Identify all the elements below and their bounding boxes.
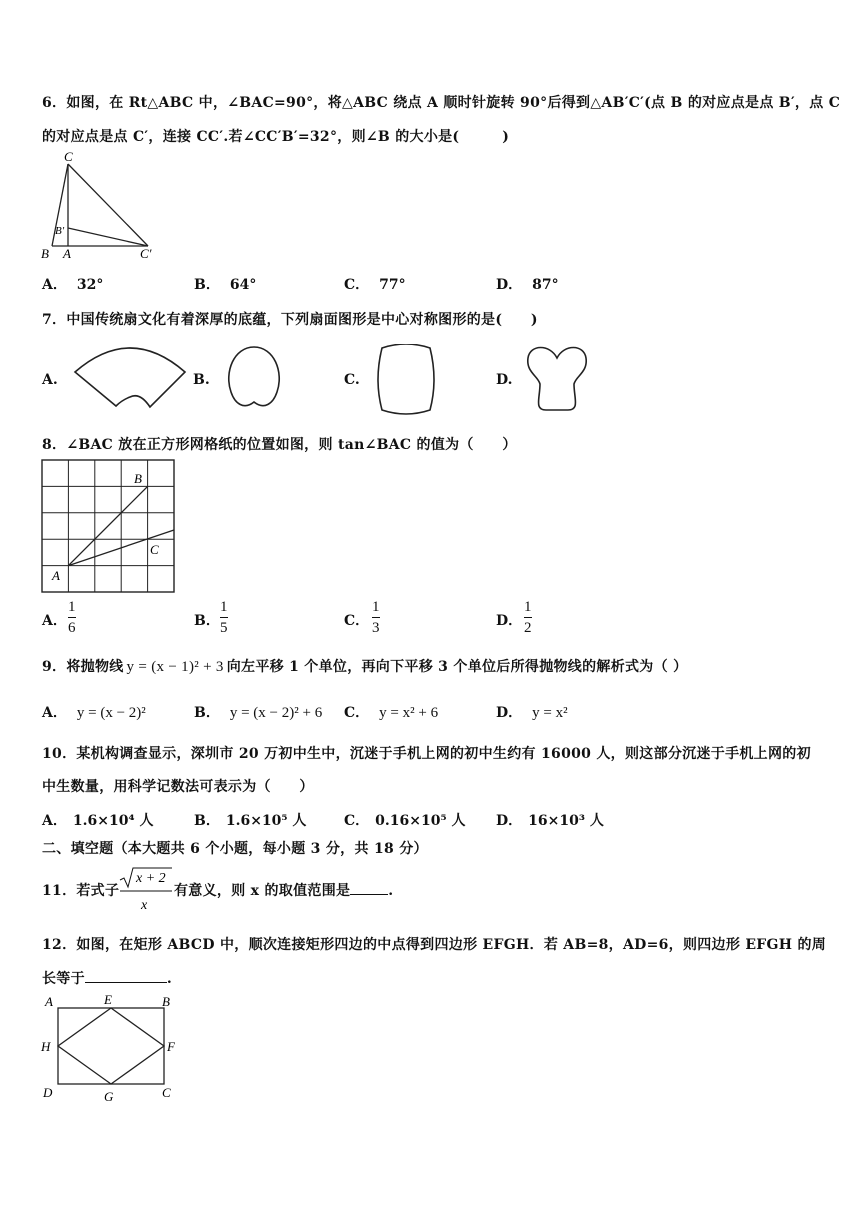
q6-label-b-prime: B′ bbox=[55, 225, 65, 237]
section-2-heading: 二、填空题（本大题共 6 个小题，每小题 3 分，共 18 分） bbox=[42, 841, 428, 857]
q8-option-c[interactable]: C． bbox=[344, 613, 370, 629]
q7-fan-shape-a[interactable] bbox=[70, 342, 190, 414]
q8-grid-figure bbox=[40, 458, 178, 596]
q12-label-g: G bbox=[104, 1089, 114, 1104]
q7-text: 7．中国传统扇文化有着深厚的底蕴，下列扇面图形是中心对称图形的是( ) bbox=[42, 312, 538, 328]
q12-label-c: C bbox=[162, 1085, 171, 1100]
q10-text-line1: 10．某机构调查显示，深圳市 20 万初中生中，沉迷于手机上网的初中生约有 16000 人，则这部分沉迷于手机上网的初 bbox=[42, 746, 811, 762]
q8-option-b[interactable]: B． bbox=[194, 613, 220, 629]
q7-option-b[interactable]: B. bbox=[193, 372, 210, 388]
q6-label-b: B bbox=[41, 246, 49, 261]
q9-option-a[interactable]: A． y = (x − 2)² bbox=[42, 705, 146, 721]
q6-text-line2: 的对应点是点 C′，连接 CC′.若∠CC′B′=32°，则∠B 的大小是( ) bbox=[42, 129, 510, 145]
q12-label-d: D bbox=[43, 1085, 53, 1100]
q6-label-a: A bbox=[63, 246, 71, 261]
q7-option-c[interactable]: C. bbox=[344, 372, 360, 388]
q6-option-a[interactable]: A． 32° bbox=[42, 277, 104, 293]
q9-expression: y = (x − 1)² + 3 bbox=[126, 659, 224, 675]
q8-option-a[interactable]: A． bbox=[42, 613, 67, 629]
q6-option-c[interactable]: C． 77° bbox=[344, 277, 406, 293]
q11-prefix: 11．若式子 bbox=[42, 883, 120, 899]
q12-text-line1: 12．如图，在矩形 ABCD 中，顺次连接矩形四边的中点得到四边形 EFGH．若 AB=8，AD=6，则四边形 EFGH 的周 bbox=[42, 937, 827, 953]
q6-text-line1: 6．如图，在 Rt△ABC 中，∠BAC=90°，将△ABC 绕点 A 顺时针旋转 90°后得到△AB′C′(点 B 的对应点是点 B′，点 C bbox=[42, 95, 841, 111]
q12-text-line2: 长等于 . bbox=[42, 971, 173, 987]
q7-option-a[interactable]: A. bbox=[42, 372, 58, 388]
q8-fraction-d[interactable]: 1 2 bbox=[524, 599, 532, 636]
q9-text: 9．将抛物线 y = (x − 1)² + 3 向左平移 1 个单位，再向下平移 3 个单位后所得抛物线的解析式为（ ） bbox=[42, 659, 688, 675]
q11-fraction-expression bbox=[118, 866, 174, 914]
q6-label-c-prime: C′ bbox=[140, 246, 152, 261]
q6-option-d[interactable]: D． 87° bbox=[496, 277, 559, 293]
q10-option-a[interactable]: A． 1.6×10⁴ 人 bbox=[42, 813, 154, 829]
q10-option-c[interactable]: C． 0.16×10⁵ 人 bbox=[344, 813, 466, 829]
q12-label-b: B bbox=[162, 994, 170, 1009]
q7-fan-shape-b[interactable] bbox=[222, 344, 286, 414]
q8-label-a: A bbox=[52, 568, 60, 583]
q12-label-e: E bbox=[104, 992, 112, 1007]
q6-option-b[interactable]: B． 64° bbox=[194, 277, 257, 293]
q11-denominator: x bbox=[141, 898, 148, 913]
q12-label-h: H bbox=[41, 1039, 51, 1054]
q7-fan-shape-c[interactable] bbox=[372, 344, 440, 416]
q7-option-d[interactable]: D. bbox=[496, 372, 513, 388]
q10-text-line2: 中生数量，用科学记数法可表示为（ ） bbox=[42, 779, 314, 795]
q11-answer-blank[interactable] bbox=[350, 882, 388, 895]
q10-option-d[interactable]: D． 16×10³ 人 bbox=[496, 813, 604, 829]
q12-rectangle-figure bbox=[38, 990, 180, 1106]
q12-answer-blank[interactable] bbox=[85, 970, 167, 983]
q12-label-a: A bbox=[45, 994, 53, 1009]
q11-radicand: x + 2 bbox=[136, 871, 166, 886]
q9-option-c[interactable]: C． y = x² + 6 bbox=[344, 705, 439, 721]
q8-fraction-b[interactable]: 1 5 bbox=[220, 599, 228, 636]
q8-fraction-c[interactable]: 1 3 bbox=[372, 599, 380, 636]
q8-option-d[interactable]: D． bbox=[496, 613, 523, 629]
q6-label-c: C bbox=[64, 150, 73, 164]
q8-label-c: C bbox=[150, 542, 159, 557]
q6-triangle-figure bbox=[38, 150, 163, 262]
q11-suffix: 有意义，则 x 的取值范围是 . bbox=[174, 883, 394, 899]
q8-label-b: B bbox=[134, 471, 142, 486]
q9-option-b[interactable]: B． y = (x − 2)² + 6 bbox=[194, 705, 323, 721]
q12-label-f: F bbox=[167, 1039, 175, 1054]
q9-option-d[interactable]: D． y = x² bbox=[496, 705, 568, 721]
q7-fan-shape-d[interactable] bbox=[524, 342, 590, 414]
q8-text: 8．∠BAC 放在正方形网格纸的位置如图，则 tan∠BAC 的值为（ ） bbox=[42, 437, 517, 453]
q10-option-b[interactable]: B． 1.6×10⁵ 人 bbox=[194, 813, 307, 829]
q8-fraction-a[interactable]: 1 6 bbox=[68, 599, 76, 636]
